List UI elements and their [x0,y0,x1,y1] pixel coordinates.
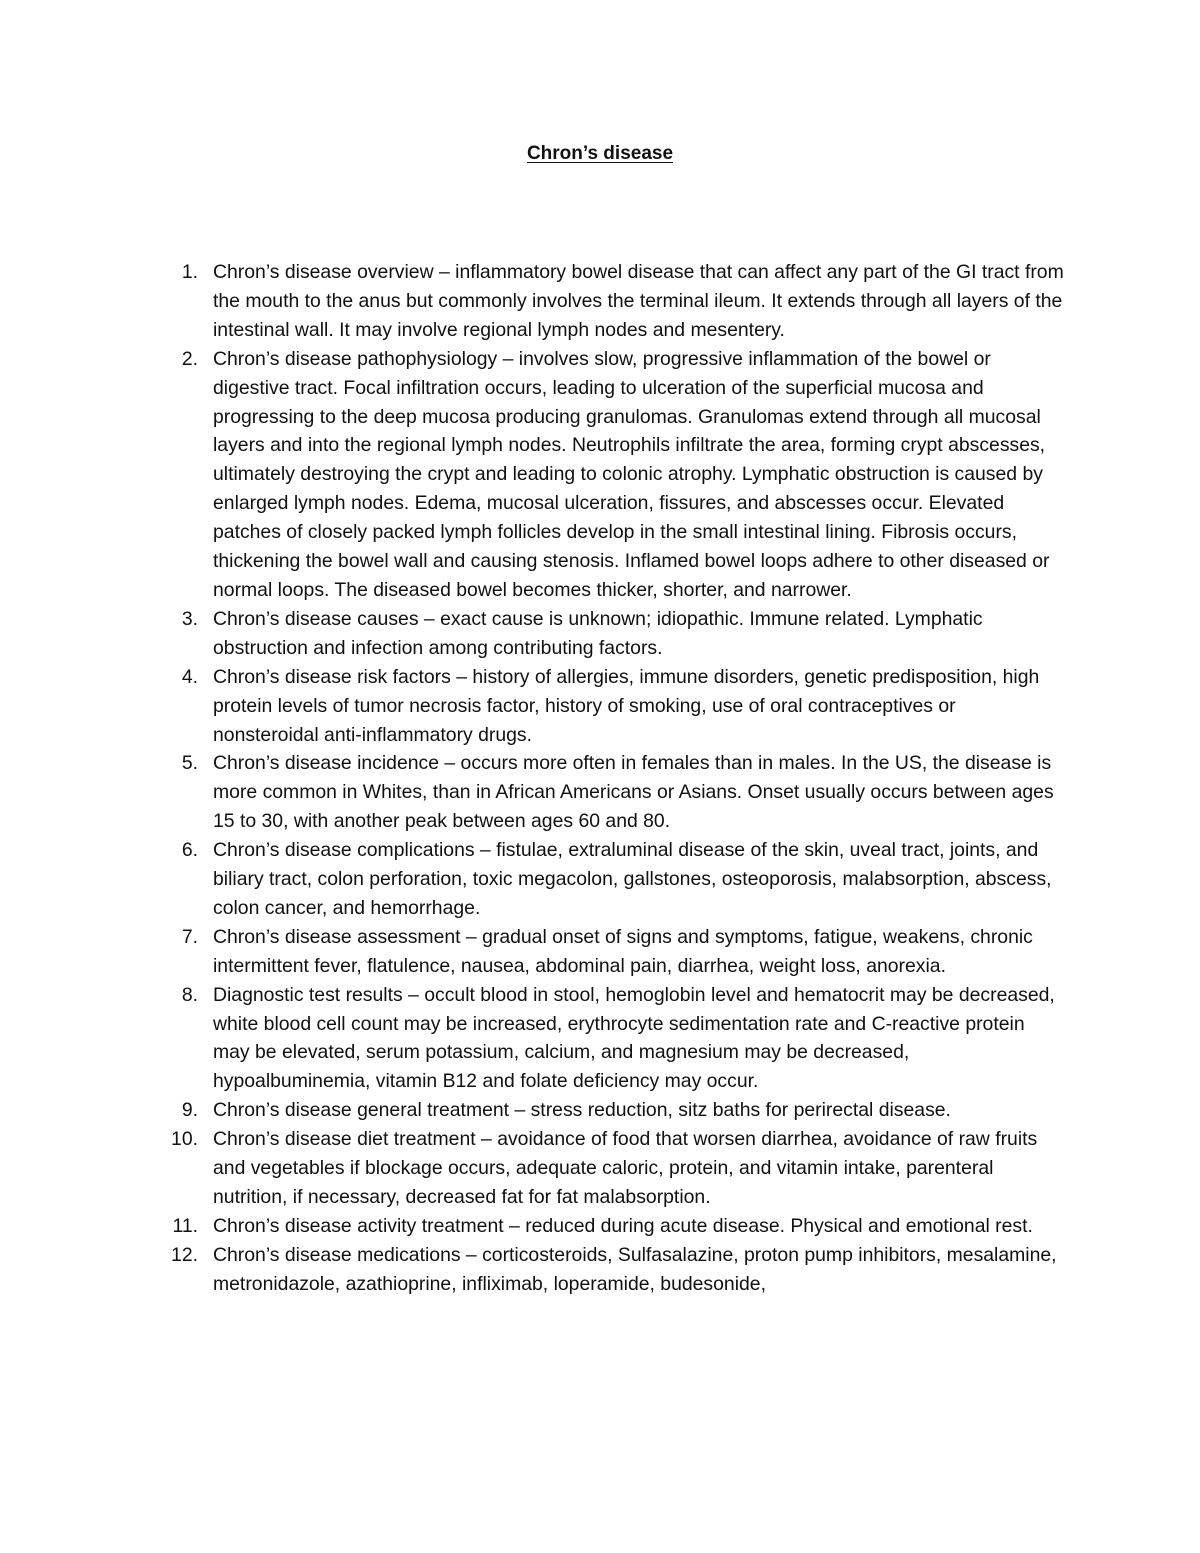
list-item-text: Chron’s disease activity treatment – reduced during acute disease. Physical and emotional rest. [213,1214,1033,1237]
list-item [160,605,1065,663]
list-item-text: Chron’s disease assessment – gradual onset of signs and symptoms, fatigue, weakens, chronic intermittent fever, flatulence, nausea, abdominal pain, diarrhea, weight loss, anorexia. [213,925,1033,977]
list-item-number: 3. [181,607,198,630]
document-title: Chron’s disease [526,143,674,164]
list-item-text: Diagnostic test results – occult blood in stool, hemoglobin level and hematocrit may be decreased, white blood cell count may be increased, erythrocyte sedimentation rate and C-reactive protein may be elevated, serum potassium, calcium, and magnesium may be decreased, hypoalbuminemia, vitamin B12 and folate deficiency may occur. [213,983,1055,1093]
list-item [160,258,1065,345]
list-item-number: 12. [171,1243,198,1266]
list-item [160,1212,1065,1241]
list-item-number: 8. [181,983,198,1006]
list-item [160,749,1065,836]
list-item [160,1125,1065,1212]
list-item [160,1096,1065,1125]
list-item-text: Chron’s disease risk factors – history of allergies, immune disorders, genetic predisposition, high protein levels of tumor necrosis factor, history of smoking, use of oral contraceptives or nonsteroidal anti-inflammatory drugs. [213,665,1040,746]
list-item-number: 6. [181,839,198,862]
list-item-number: 2. [181,347,198,370]
list-item [160,981,1065,1097]
list-item-text: Chron’s disease medications – corticosteroids, Sulfasalazine, proton pump inhibitors, mesalamine, metronidazole, azathioprine, infliximab, loperamide, budesonide, [213,1243,1057,1295]
list-item-number: 11. [172,1214,198,1237]
numbered-list [160,258,1065,1299]
list-item-number: 9. [181,1099,198,1122]
list-item-number: 10. [171,1128,198,1151]
list-item [160,345,1065,605]
list-item [160,836,1065,923]
list-item-text: Chron’s disease overview – inflammatory bowel disease that can affect any part of the GI tract from the mouth to the anus but commonly involves the terminal ileum. It extends through all layers of the intestinal wall. It may involve regional lymph nodes and mesentery. [213,261,1064,341]
list-item [160,923,1065,981]
list-item-number: 1. [181,261,198,283]
list-item-number: 7. [181,925,198,948]
list-item-text: Chron’s disease complications – fistulae, extraluminal disease of the skin, uveal tract, joints, and biliary tract, colon perforation, toxic megacolon, gallstones, osteoporosis, malabsorption, abscess, colon cancer, and hemorrhage. [213,839,1052,919]
list-item [160,663,1065,750]
list-item-number: 4. [181,665,198,688]
list-item-text: Chron’s disease pathophysiology – involves slow, progressive inflammation of the bowel or digestive tract. Focal infiltration occurs, leading to ulceration of the superficial mucosa and progressing to the deep mucosa producing granulomas. Granulomas extend through all mucosal layers and into the regional lymph nodes. Neutrophils infiltrate the area, forming crypt abscesses, ultimately destroying the crypt and leading to colonic atrophy. Lymphatic obstruction is caused by enlarged lymph nodes. Edema, mucosal ulceration, fissures, and abscesses occur. Elevated patches of closely packed lymph follicles develop in the small intestinal lining. Fibrosis occurs, thickening the bowel wall and causing stenosis. Inflamed bowel loops adhere to other diseased or normal loops. The diseased bowel becomes thicker, shorter, and narrower. [213,347,1050,601]
list-item-text: Chron’s disease incidence – occurs more often in females than in males. In the US, the disease is more common in Whites, than in African Americans or Asians. Onset usually occurs between ages 15 to 30, with another peak between ages 60 and 80. [213,752,1054,833]
list-item [160,1241,1065,1299]
list-item-text: Chron’s disease causes – exact cause is unknown; idiopathic. Immune related. Lymphatic obstruction and infection among contributing factors. [213,607,983,659]
list-item-number: 5. [181,752,198,775]
list-item-text: Chron’s disease general treatment – stress reduction, sitz baths for perirectal disease. [213,1099,951,1122]
list-item-text: Chron’s disease diet treatment – avoidance of food that worsen diarrhea, avoidance of raw fruits and vegetables if blockage occurs, adequate caloric, protein, and vitamin intake, parenteral nutrition, if necessary, decreased fat for fat malabsorption. [213,1128,1038,1208]
